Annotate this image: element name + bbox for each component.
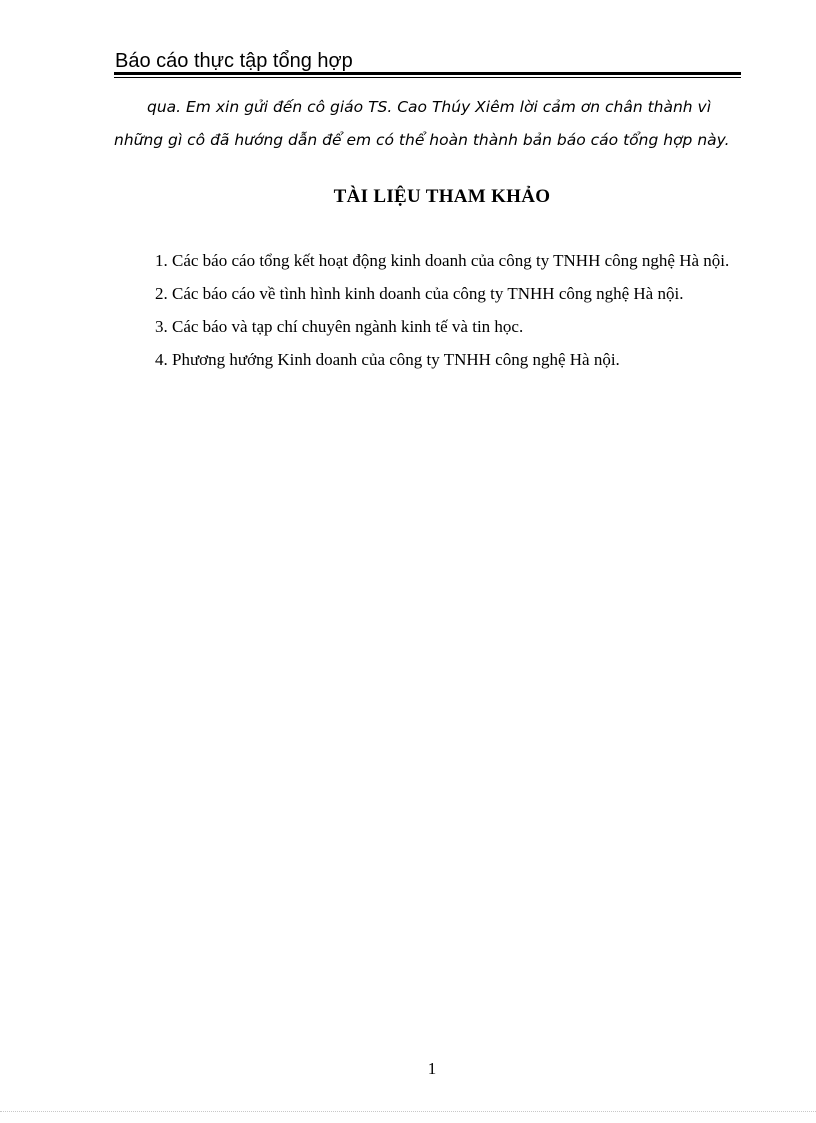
page-bottom-edge — [0, 1111, 816, 1112]
acknowledgement-paragraph — [114, 91, 740, 157]
acknowledgement-line-2: những gì cô đã hướng dẫn để em có thể hoàn thành bản báo cáo tổng hợp này. — [114, 131, 730, 149]
reference-item: 3. Các báo và tạp chí chuyên ngành kinh tế và tin học. — [155, 317, 524, 336]
references-list — [114, 244, 740, 376]
header-rule-thin — [114, 77, 741, 78]
running-header-title: Báo cáo thực tập tổng hợp — [115, 50, 353, 72]
acknowledgement-line-1: qua. Em xin gửi đến cô giáo TS. Cao Thúy Xiêm lời cảm ơn chân thành vì — [147, 98, 712, 116]
header-rule-thick — [114, 72, 741, 75]
references-heading: TÀI LIỆU THAM KHẢO — [333, 186, 551, 207]
reference-item: 4. Phương hướng Kinh doanh của công ty TNHH công nghệ Hà nội. — [155, 350, 620, 369]
reference-item: 1. Các báo cáo tổng kết hoạt động kinh doanh của công ty TNHH công nghệ Hà nội. — [155, 251, 730, 270]
page-number: 1 — [427, 1059, 437, 1078]
reference-item: 2. Các báo cáo về tình hình kinh doanh của công ty TNHH công nghệ Hà nội. — [155, 284, 684, 303]
